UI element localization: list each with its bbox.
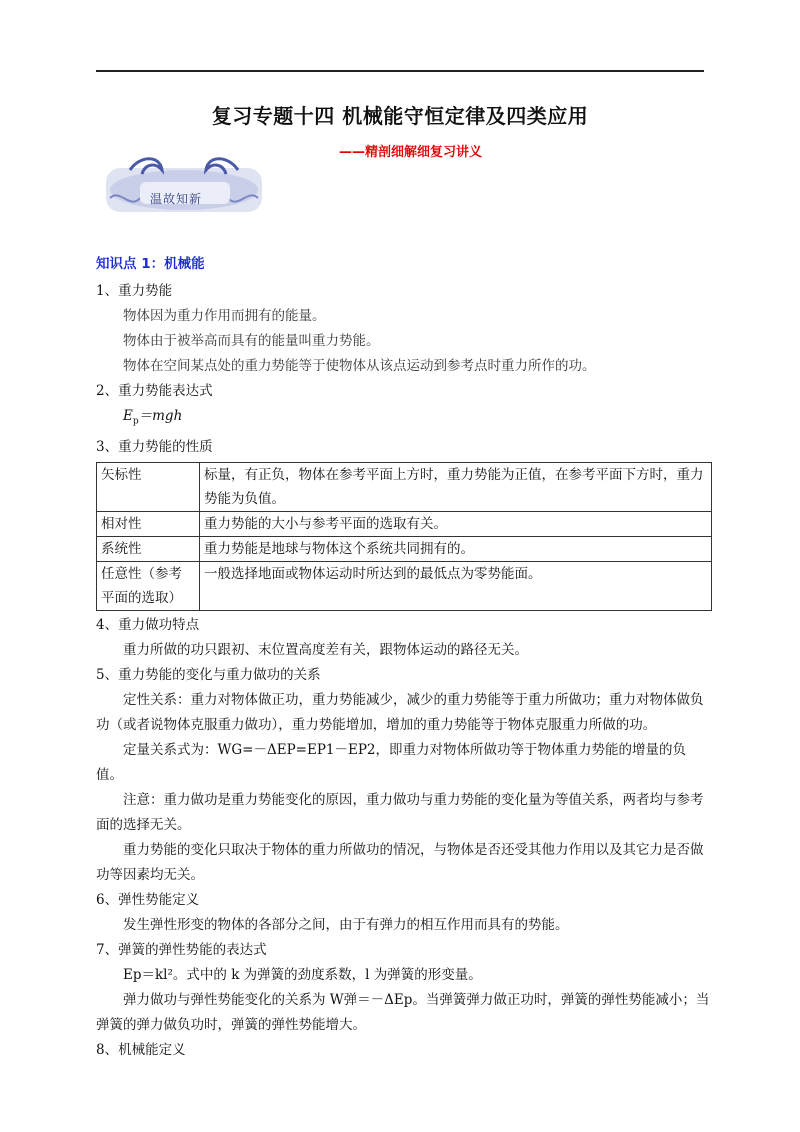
table-value: 标量，有正负，物体在参考平面上方时，重力势能为正值，在参考平面下方时，重力势能为负值。 xyxy=(200,462,712,511)
item-1-line-2: 物体由于被举高而具有的能量叫重力势能。 xyxy=(123,333,380,349)
table-key: 系统性 xyxy=(97,536,200,561)
item-7-title: 7、弹簧的弹性势能的表达式 xyxy=(96,941,267,958)
item-4-line-1: 重力所做的功只跟初、末位置高度差有关，跟物体运动的路径无关。 xyxy=(123,641,528,658)
review-banner-image xyxy=(100,150,268,220)
item-1-title: 1、重力势能 xyxy=(96,283,173,299)
top-rule xyxy=(96,70,704,72)
properties-table xyxy=(96,462,712,611)
item-2-title: 2、重力势能表达式 xyxy=(96,383,213,399)
item-5-paragraph-4: 重力势能的变化只取决于物体的重力所做功的情况，与物体是否还受其他力作用以及其它力是否做功等因素均无关。 xyxy=(96,841,704,883)
item-7-line-1: Ep＝kl²。式中的 k 为弹簧的劲度系数，l 为弹簧的形变量。 xyxy=(123,966,482,983)
table-row xyxy=(97,462,712,511)
item-7-paragraph-2: 弹力做功与弹性势能变化的关系为 W弹＝－ΔEp。当弹簧弹力做正功时，弹簧的弹性势能减小；当弹簧的弹力做负功时，弹簧的弹性势能增大。 xyxy=(96,991,710,1033)
table-key: 相对性 xyxy=(97,511,200,536)
table-value: 一般选择地面或物体运动时所达到的最低点为零势能面。 xyxy=(200,561,712,610)
item-5-paragraph-2: 定量关系式为：WG=－ΔEP=EP1－EP2，即重力对物体所做功等于物体重力势能的增量的负值。 xyxy=(96,741,687,783)
table-value: 重力势能的大小与参考平面的选取有关。 xyxy=(200,511,712,536)
page-title: 复习专题十四 机械能守恒定律及四类应用 xyxy=(211,104,589,128)
item-3-title: 3、重力势能的性质 xyxy=(96,438,213,455)
item-1-line-3: 物体在空间某点处的重力势能等于使物体从该点运动到参考点时重力所作的功。 xyxy=(123,358,596,374)
content xyxy=(96,252,712,1063)
item-6-line-1: 发生弹性形变的物体的各部分之间，由于有弹力的相互作用而具有的势能。 xyxy=(123,916,569,933)
item-5-title: 5、重力势能的变化与重力做功的关系 xyxy=(96,666,321,683)
banner-text: 温故知新 xyxy=(150,192,203,206)
table-row xyxy=(97,561,712,610)
item-6-title: 6、弹性势能定义 xyxy=(96,891,200,908)
page-subtitle: ——精剖细解细复习讲义 xyxy=(339,145,483,160)
item-8-title: 8、机械能定义 xyxy=(96,1041,186,1058)
item-1-line-1: 物体因为重力作用而拥有的能量。 xyxy=(123,308,326,324)
item-5-paragraph-3: 注意：重力做功是重力势能变化的原因，重力做功与重力势能的变化量为等值关系，两者均与参考面的选择无关。 xyxy=(96,791,704,833)
section-heading: 知识点 1：机械能 xyxy=(96,256,205,272)
table-row xyxy=(97,536,712,561)
table-value: 重力势能是地球与物体这个系统共同拥有的。 xyxy=(200,536,712,561)
item-5-paragraph-1: 定性关系：重力对物体做正功，重力势能减少，减少的重力势能等于重力所做功；重力对物体做负功（或者说物体克服重力做功），重力势能增加，增加的重力势能等于物体克服重力所做的功。 xyxy=(96,691,704,733)
table-row xyxy=(97,511,712,536)
table-key: 任意性（参考平面的选取） xyxy=(97,561,200,610)
table-key: 矢标性 xyxy=(97,462,200,511)
item-4-title: 4、重力做功特点 xyxy=(96,616,200,633)
gravity-pe-formula: $E_p=mgh$ xyxy=(123,408,183,427)
